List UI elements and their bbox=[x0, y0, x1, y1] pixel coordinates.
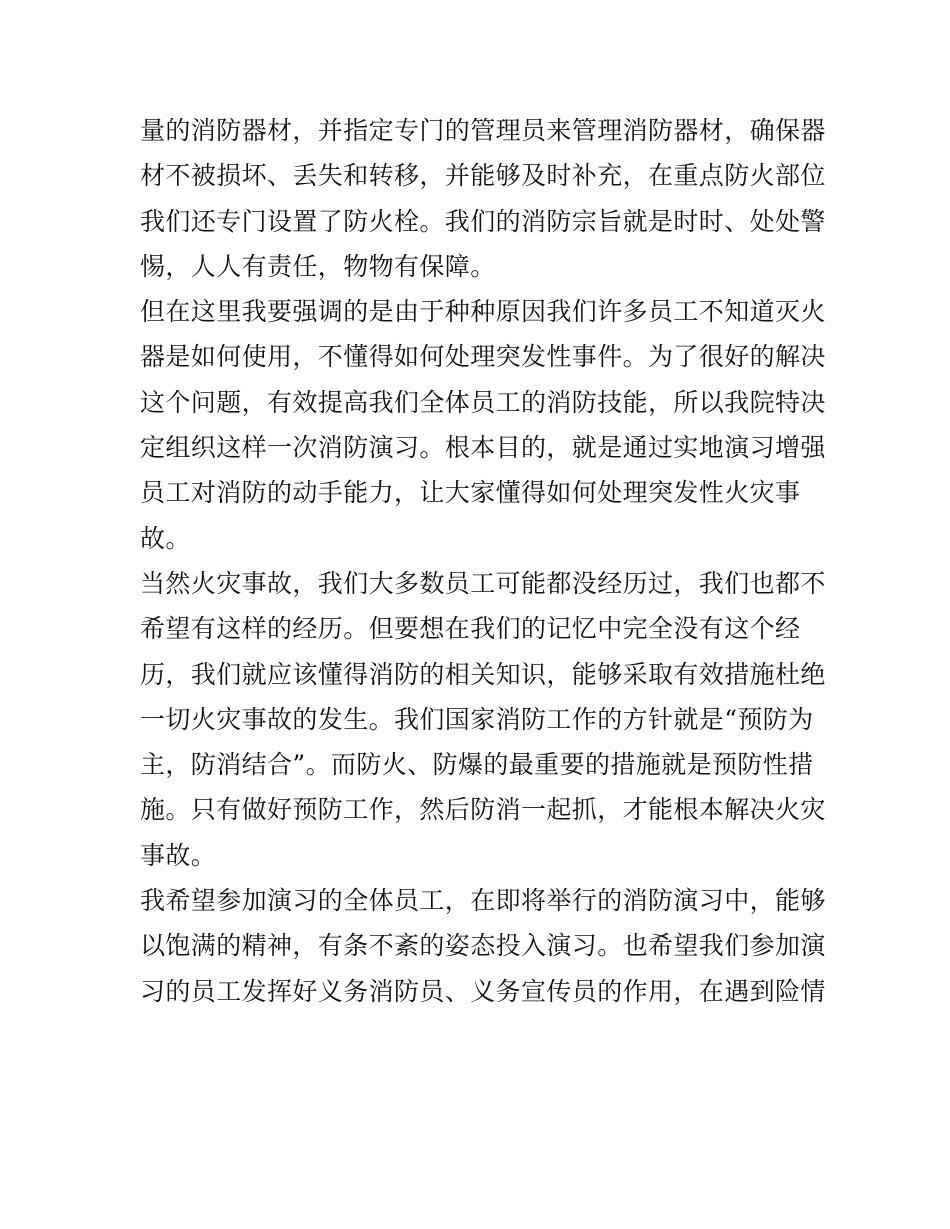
text-line: 我们还专门设置了防火栓。我们的消防宗旨就是时时、处处警 bbox=[140, 206, 826, 236]
text-line: 惕，人人有责任，物物有保障。 bbox=[140, 251, 496, 281]
text-line: 习的员工发挥好义务消防员、义务宣传员的作用，在遇到险情 bbox=[140, 976, 826, 1006]
text-line: 一切火灾事故的发生。我们国家消防工作的方针就是“预防为 bbox=[140, 704, 814, 734]
text-line: 以饱满的精神，有条不紊的姿态投入演习。也希望我们参加演 bbox=[140, 931, 826, 961]
text-line: 这个问题，有效提高我们全体员工的消防技能，所以我院特决 bbox=[140, 387, 826, 417]
text-line: 主，防消结合”。而防火、防爆的最重要的措施就是预防性措 bbox=[140, 750, 814, 780]
text-line: 器是如何使用，不懂得如何处理突发性事件。为了很好的解决 bbox=[140, 342, 826, 372]
text-line: 希望有这样的经历。但要想在我们的记忆中完全没有这个经 bbox=[140, 614, 801, 644]
text-line: 故。 bbox=[140, 523, 191, 553]
text-line: 但在这里我要强调的是由于种种原因我们许多员工不知道灭火 bbox=[140, 297, 826, 327]
text-line: 员工对消防的动手能力，让大家懂得如何处理突发性火灾事 bbox=[140, 478, 801, 508]
text-line: 事故。 bbox=[140, 840, 217, 870]
text-line: 我希望参加演习的全体员工，在即将举行的消防演习中，能够 bbox=[140, 886, 826, 916]
text-line: 定组织这样一次消防演习。根本目的，就是通过实地演习增强 bbox=[140, 433, 826, 463]
text-line: 量的消防器材，并指定专门的管理员来管理消防器材，确保器 bbox=[140, 116, 826, 145]
text-line: 材不被损坏、丢失和转移，并能够及时补充，在重点防火部位 bbox=[140, 161, 826, 191]
text-line: 历，我们就应该懂得消防的相关知识，能够采取有效措施杜绝 bbox=[140, 659, 826, 689]
text-line: 当然火灾事故，我们大多数员工可能都没经历过，我们也都不 bbox=[140, 568, 826, 598]
text-line: 施。只有做好预防工作，然后防消一起抓，才能根本解决火灾 bbox=[140, 795, 826, 825]
body-text bbox=[140, 108, 826, 1014]
